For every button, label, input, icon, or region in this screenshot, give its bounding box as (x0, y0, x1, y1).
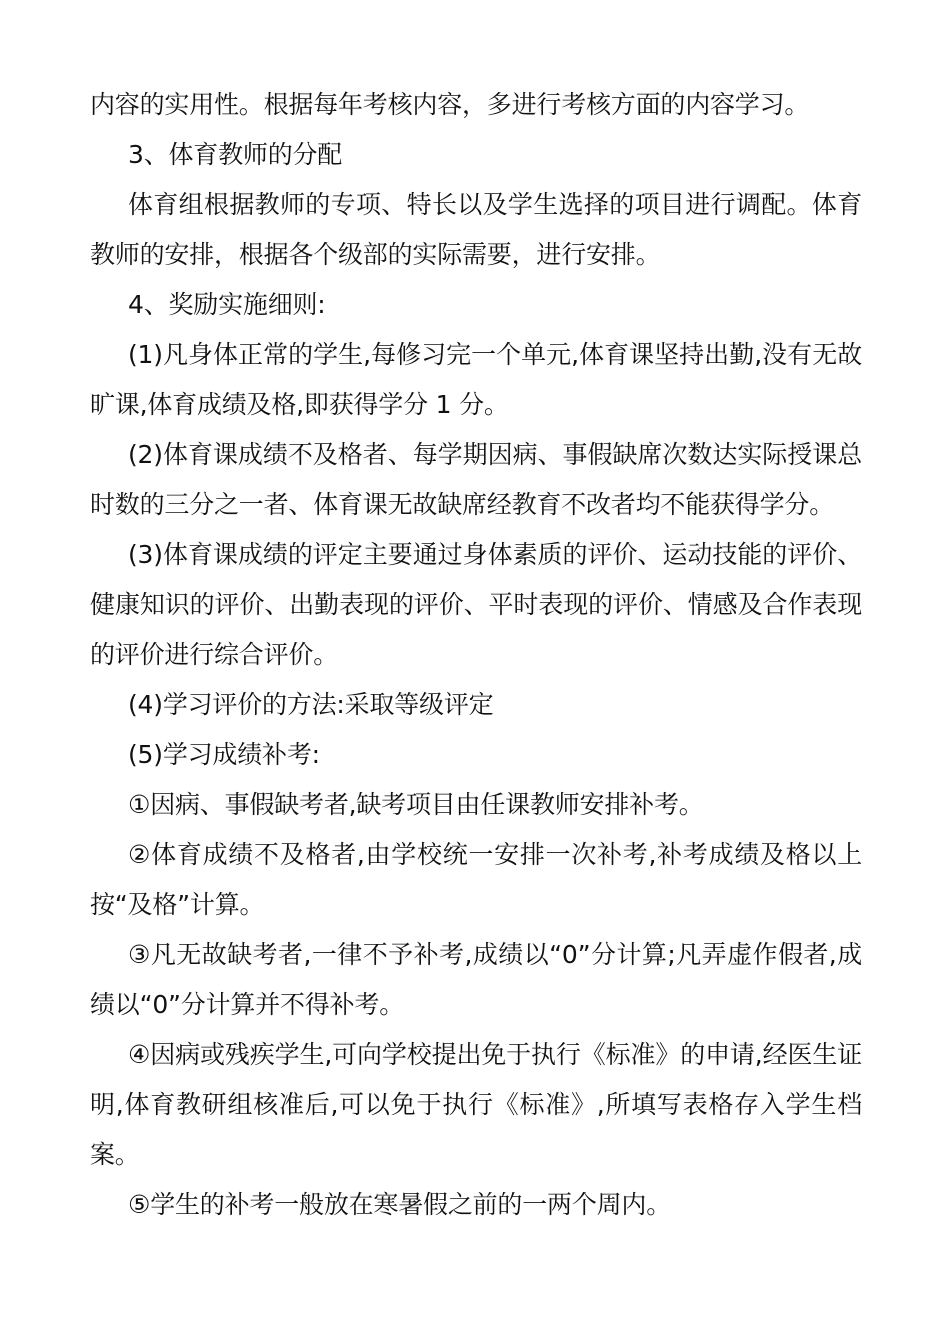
makeup-item-1: ①因病、事假缺考者,缺考项目由任课教师安排补考。 (128, 790, 704, 819)
makeup-item-3: ③凡无故缺考者,一律不予补考,成绩以“0”分计算;凡弄虚作假者,成绩以“0”分计算并不得补考。 (90, 940, 862, 1019)
makeup-item-5: ⑤学生的补考一般放在寒暑假之前的一两个周内。 (128, 1190, 672, 1219)
rule-item-1: (1)凡身体正常的学生,每修习完一个单元,体育课坚持出勤,没有无故旷课,体育成绩及格,即获得学分 1 分。 (90, 340, 862, 419)
paragraph-teacher-allocation: 体育组根据教师的专项、特长以及学生选择的项目进行调配。体育教师的安排，根据各个级部的实际需要，进行安排。 (90, 190, 862, 269)
heading-reward-rules: 4、奖励实施细则: (128, 290, 326, 319)
makeup-item-2: ②体育成绩不及格者,由学校统一安排一次补考,补考成绩及格以上按“及格”计算。 (90, 840, 862, 919)
rule-item-3: (3)体育课成绩的评定主要通过身体素质的评价、运动技能的评价、健康知识的评价、出勤表现的评价、平时表现的评价、情感及合作表现的评价进行综合评价。 (90, 540, 862, 669)
rule-item-2: (2)体育课成绩不及格者、每学期因病、事假缺席次数达实际授课总时数的三分之一者、体育课无故缺席经教育不改者均不能获得学分。 (90, 440, 862, 519)
rule-item-5: (5)学习成绩补考: (128, 740, 320, 769)
document-body (90, 80, 862, 1230)
paragraph-continuation: 内容的实用性。根据每年考核内容，多进行考核方面的内容学习。 (90, 90, 810, 119)
rule-item-4: (4)学习评价的方法:采取等级评定 (128, 690, 494, 719)
heading-teacher-allocation: 3、体育教师的分配 (128, 140, 343, 169)
makeup-item-4: ④因病或残疾学生,可向学校提出免于执行《标准》的申请,经医生证明,体育教研组核准后,可以免于执行《标准》,所填写表格存入学生档案。 (90, 1040, 862, 1169)
